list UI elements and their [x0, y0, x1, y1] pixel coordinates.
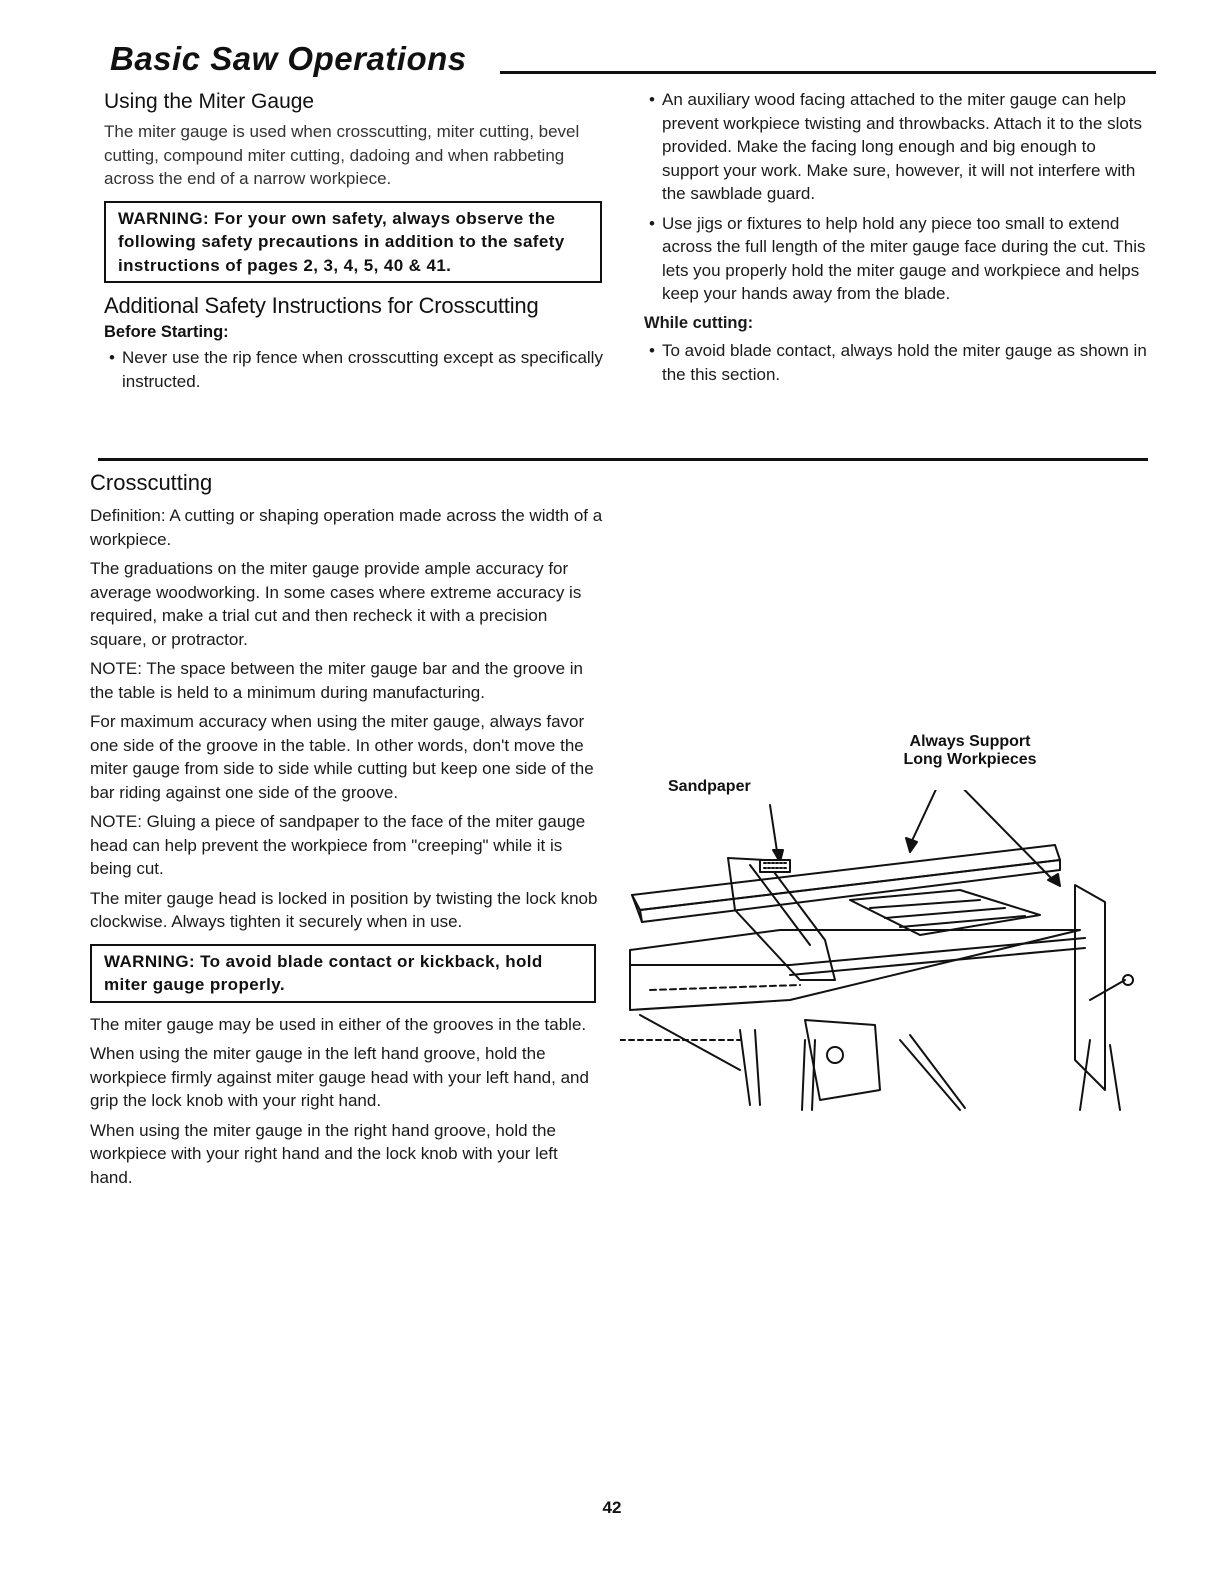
section-divider — [98, 458, 1148, 461]
figure-label-support-line-2: Long Workpieces — [903, 751, 1037, 768]
crosscutting-paragraph: For maximum accuracy when using the miter gauge, always favor one side of the groove in the table. In other words, don't move the miter gauge from side to side while cutting but keep one side of the bar riding against one side of the groove. — [90, 712, 594, 802]
crosscutting-paragraph: The miter gauge head is locked in position by twisting the lock knob clockwise. Always tighten it securely when in use. — [90, 888, 598, 931]
while-cutting-item: • To avoid blade contact, always hold the miter gauge as shown in the this section. — [644, 339, 1154, 386]
warning-box-safety: WARNING: For your own safety, always observe the following safety precautions in addition to the safety instructions of pages 2, 3, 4, 5, 40 & 41. — [104, 201, 602, 284]
crosscutting-paragraph: NOTE: The space between the miter gauge bar and the groove in the table is held to a minimum during manufacturing. — [90, 659, 583, 702]
lock-knob — [827, 1047, 843, 1063]
crosscutting-paragraph: NOTE: Gluing a piece of sandpaper to the face of the miter gauge head can help prevent the workpiece from "creeping" while it is being cut. — [90, 812, 586, 878]
miter-gauge-section — [104, 90, 614, 399]
figure-label-support — [885, 733, 1055, 769]
lock-knob-housing — [805, 1020, 880, 1100]
crosscutting-paragraph: Definition: A cutting or shaping operation made across the width of a workpiece. — [90, 506, 603, 549]
crosscutting-paragraph: The miter gauge may be used in either of the grooves in the table. — [90, 1014, 587, 1034]
before-starting-label: Before Starting: — [104, 323, 229, 341]
miter-gauge-intro: The miter gauge is used when crosscutting, miter cutting, bevel cutting, compound miter cutting, dadoing and when rabbeting across the end of a narrow workpiece. — [104, 122, 580, 188]
leader-support-right — [945, 790, 1055, 882]
additional-safety-heading: Additional Safety Instructions for Crosscutting — [104, 293, 539, 318]
miter-gauge-illustration — [620, 790, 1140, 1120]
safety-item-wood-facing: • An auxiliary wood facing attached to the miter gauge can help prevent workpiece twisting and throwbacks. Attach it to the slots provided. Make the facing long enough and big enough to support your work. Make sure, however, it will not interfere with the sawblade guard. — [644, 88, 1154, 206]
warning-box-kickback: WARNING: To avoid blade contact or kickback, hold miter gauge properly. — [90, 944, 596, 1003]
while-cutting-label: While cutting: — [644, 313, 754, 332]
page-number: 42 — [602, 1498, 622, 1517]
crosscutting-heading: Crosscutting — [90, 470, 213, 495]
figure-label-sandpaper: Sandpaper — [668, 778, 751, 795]
safety-item-jigs: • Use jigs or fixtures to help hold any piece too small to extend across the full length of the miter gauge face during the cut. This lets you properly hold the miter gauge and workpiece and helps keep your hands away from the blade. — [644, 212, 1154, 306]
figure-label-support-line-1: Always Support — [909, 733, 1031, 750]
leader-support-left — [910, 790, 945, 845]
crosscutting-paragraph: When using the miter gauge in the right hand groove, hold the workpiece with your right hand and the lock knob with your left hand. — [90, 1120, 558, 1187]
crosscutting-paragraph: When using the miter gauge in the left hand groove, hold the workpiece firmly against miter gauge head with your left hand, and grip the lock knob with your right hand. — [90, 1044, 589, 1110]
page-title: Basic Saw Operations — [110, 40, 467, 77]
arrow-support-left — [906, 838, 917, 852]
before-starting-item: • Never use the rip fence when crosscutting except as specifically instructed. — [104, 346, 614, 393]
crosscutting-paragraph: The graduations on the miter gauge provide ample accuracy for average woodworking. In some cases where extreme accuracy is required, make a trial cut and then recheck it with a precision square, or protractor. — [90, 559, 582, 649]
sandpaper-strip — [760, 860, 790, 872]
additional-safety-right-column — [644, 88, 1154, 392]
crosscutting-section — [90, 470, 604, 1195]
title-rule — [500, 71, 1156, 74]
miter-gauge-heading: Using the Miter Gauge — [104, 90, 315, 113]
outfeed-support — [1075, 885, 1105, 1090]
